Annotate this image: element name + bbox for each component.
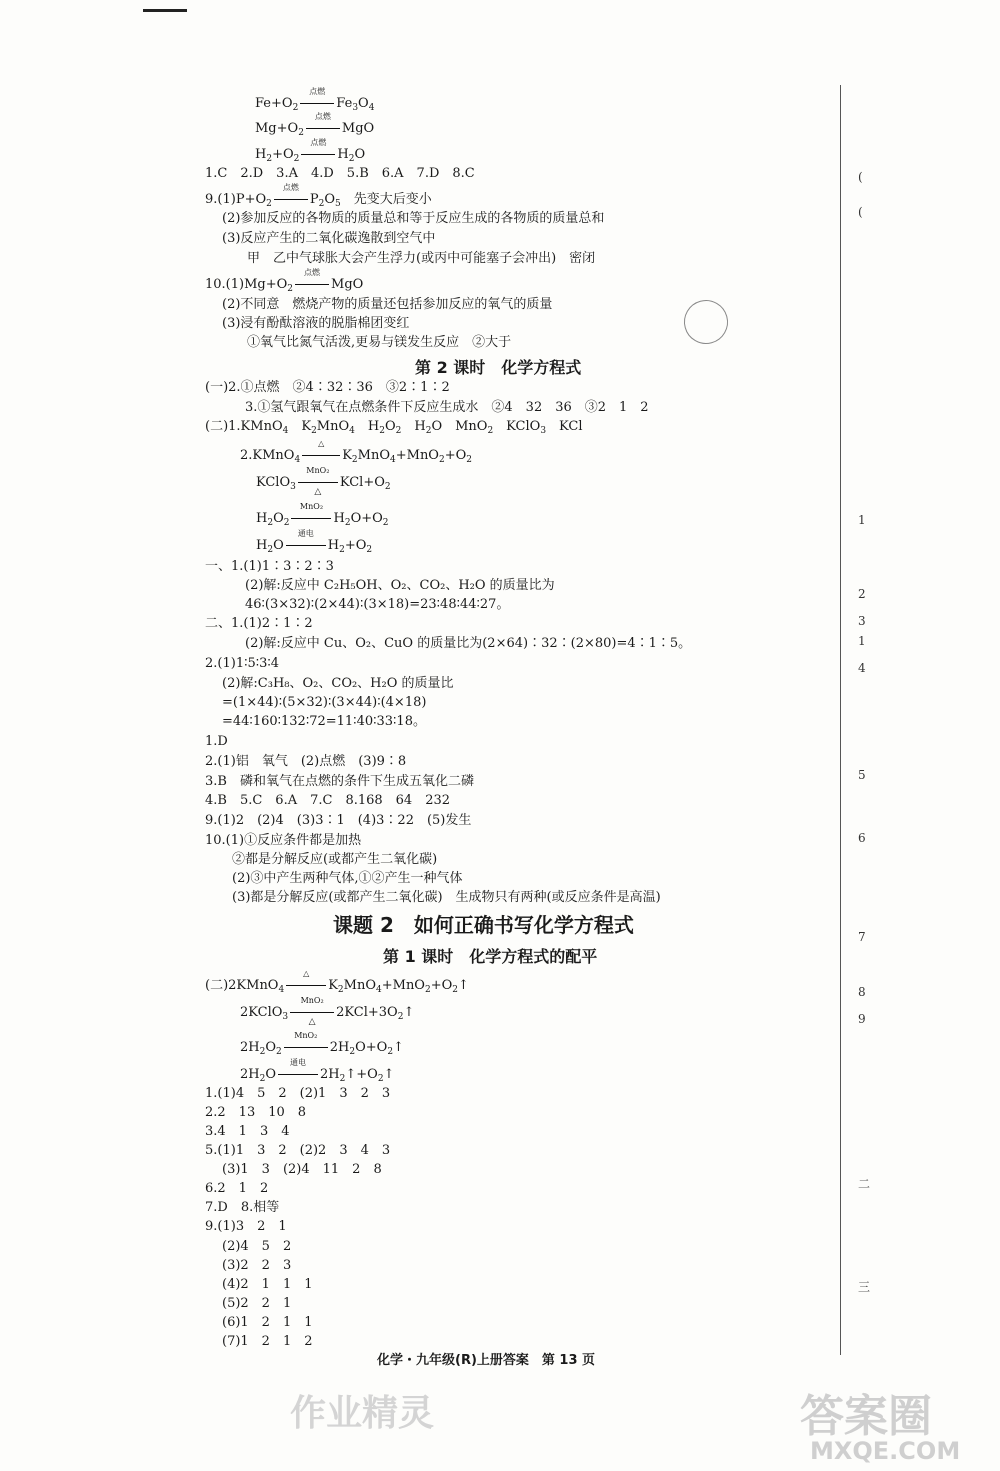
margin-mark: 2 (858, 587, 866, 601)
watermark-site: MXQE.COM (810, 1437, 961, 1465)
answer-line: 5.(1)1 3 2 (2)2 3 4 3 (205, 1143, 391, 1158)
answer-line: (2)解:C₃H₈、O₂、CO₂、H₂O 的质量比 (222, 676, 454, 691)
answer-line: 7.D 8.相等 (205, 1200, 280, 1215)
answer-line: (2)③中产生两种气体,①②产生一种气体 (232, 871, 463, 886)
answer-line-equation: $2H_2O$ 通电 $2H_2↑+O_2↑$ (240, 1058, 395, 1084)
margin-mark: 3 (858, 614, 866, 628)
watermark-zuoye: 作业精灵 (290, 1393, 435, 1434)
answer-line: 3.4 1 3 4 (205, 1124, 290, 1139)
answer-line: 4.B 5.C 6.A 7.C 8.168 64 232 (205, 793, 451, 808)
column-divider (840, 85, 841, 1355)
answer-line: (3)浸有酚酞溶液的脱脂棉团变红 (222, 316, 410, 331)
answer-line-equation: $10.(1)Mg+O_2$ 点燃 MgO (205, 268, 364, 294)
answer-line: (3)2 2 3 (222, 1258, 292, 1273)
answer-line: 一、1.(1)1∶3∶2∶3 (205, 559, 334, 574)
equation-mg: $Mg+O_2$ 点燃 MgO (255, 112, 375, 138)
answer-line: 1.C 2.D 3.A 4.D 5.B 6.A 7.D 8.C (205, 166, 475, 181)
answer-line: 1.D (205, 734, 228, 749)
margin-mark: 8 (858, 985, 866, 999)
answer-line: (2)解:反应中 Cu、O₂、CuO 的质量比为(2×64)∶32∶(2×80)=4∶1∶5。 (245, 636, 692, 651)
answer-line: (一)2.①点燃 ②4∶32∶36 ③2∶1∶2 (205, 380, 450, 395)
answer-line: 9.(1)3 2 1 (205, 1219, 287, 1234)
answer-line: 3.B 磷和氧气在点燃的条件下生成五氧化二磷 (205, 774, 474, 789)
section-heading: 第 2 课时 化学方程式 (415, 358, 582, 377)
answer-line: 1.(1)4 5 2 (2)1 3 2 3 (205, 1086, 391, 1101)
answer-line: (3)都是分解反应(或都产生二氧化碳) 生成物只有两种(或反应条件是高温) (232, 890, 661, 905)
answer-line: 甲 乙中气球胀大会产生浮力(或丙中可能塞子会冲出) 密闭 (247, 251, 596, 266)
answer-line: (3)1 3 (2)4 11 2 8 (222, 1162, 382, 1177)
answer-line-equation: 2KClO$_3$ MnO₂ △ $2KCl+3O_2↑$ (240, 996, 415, 1027)
answer-line-equation: $H_2O$ 通电 $H_2+O_2$ (256, 529, 373, 555)
answer-line: 46∶(3×32)∶(2×44)∶(3×18)=23∶48∶44∶27。 (245, 597, 510, 612)
watermark-daanquan: 答案圈 (800, 1391, 932, 1442)
answer-line-equation: KClO$_3$ MnO₂ △ $KCl+O_2$ (256, 466, 391, 497)
margin-mark: 6 (858, 831, 866, 845)
answer-line: =(1×44)∶(5×32)∶(3×44)∶(4×18) (222, 695, 427, 710)
answer-line: ①氧气比氮气活泼,更易与镁发生反应 ②大于 (247, 335, 512, 350)
answer-line: (2)不同意 燃烧产物的质量还包括参加反应的氧气的质量 (222, 297, 553, 312)
margin-mark: ( (858, 170, 863, 184)
answer-line-equation: (二)2KMnO$_4$ △ $K_2MnO_4+MnO_2+O_2↑$ (205, 969, 469, 995)
answer-line: (二)1.KMnO$_4$ $K_2MnO_4$ $H_2O_2$ $H_2O$ MnO$_2$ KClO$_3$ KCl (205, 419, 583, 436)
margin-mark: ( (858, 205, 863, 219)
answer-line: 2.2 13 10 8 (205, 1105, 307, 1120)
margin-mark: 三 (858, 1280, 871, 1294)
margin-mark: 1 (858, 634, 866, 648)
page-footer: 化学・九年级(R)上册答案 第 13 页 (377, 1353, 596, 1368)
answer-line: 2.(1)铝 氧气 (2)点燃 (3)9∶8 (205, 754, 407, 769)
equation-fe: $Fe+O_2$ 点燃 $Fe_3O_4$ (255, 87, 375, 113)
margin-mark: 1 (858, 513, 866, 527)
margin-mark: 5 (858, 768, 866, 782)
margin-mark: 4 (858, 661, 866, 675)
answer-line: (6)1 2 1 1 (222, 1315, 313, 1330)
margin-mark: 二 (858, 1177, 871, 1191)
answer-line: 9.(1)2 (2)4 (3)3∶1 (4)3∶22 (5)发生 (205, 813, 472, 828)
answer-line: 2.(1)1∶5∶3∶4 (205, 656, 280, 671)
answer-line-equation: 2.KMnO$_4$ △ $K_2MnO_4+MnO_2+O_2$ (240, 439, 472, 465)
answer-line: (3)反应产生的二氧化碳逸散到空气中 (222, 231, 436, 246)
answer-line: ②都是分解反应(或都产生二氧化碳) (232, 852, 438, 867)
chapter-heading: 课题 2 如何正确书写化学方程式 (333, 913, 634, 937)
section-heading: 第 1 课时 化学方程式的配平 (383, 947, 598, 966)
answer-line-equation: $2H_2O_2$ MnO₂ $2H_2O+O_2↑$ (240, 1031, 404, 1057)
answer-line: 6.2 1 2 (205, 1181, 269, 1196)
answer-line: =44∶160∶132∶72=11∶40∶33∶18。 (222, 714, 426, 729)
margin-mark: 7 (858, 930, 866, 944)
answer-line: (2)参加反应的各物质的质量总和等于反应生成的各物质的质量总和 (222, 211, 605, 226)
equation-h2: $H_2+O_2$ 点燃 $H_2O$ (255, 138, 366, 164)
margin-mark: 9 (858, 1012, 866, 1026)
answer-line: 二、1.(1)2∶1∶2 (205, 616, 313, 631)
answer-line: (7)1 2 1 2 (222, 1334, 313, 1349)
answer-line-equation: $H_2O_2$ MnO₂ $H_2O+O_2$ (256, 502, 389, 528)
answer-line: 3.①氢气跟氧气在点燃条件下反应生成水 ②4 32 36 ③2 1 2 (245, 400, 649, 415)
answer-line: (2)解:反应中 C₂H₅OH、O₂、CO₂、H₂O 的质量比为 (245, 578, 555, 593)
top-rule (143, 9, 187, 12)
answer-line: (5)2 2 1 (222, 1296, 292, 1311)
answer-line: (4)2 1 1 1 (222, 1277, 313, 1292)
answer-line: 10.(1)①反应条件都是加热 (205, 833, 362, 848)
answer-line: (2)4 5 2 (222, 1239, 292, 1254)
stamp-seal (679, 295, 733, 349)
answer-line-equation: $9.(1)P+O_2$ 点燃 $P_2O_5$ 先变大后变小 (205, 183, 432, 209)
